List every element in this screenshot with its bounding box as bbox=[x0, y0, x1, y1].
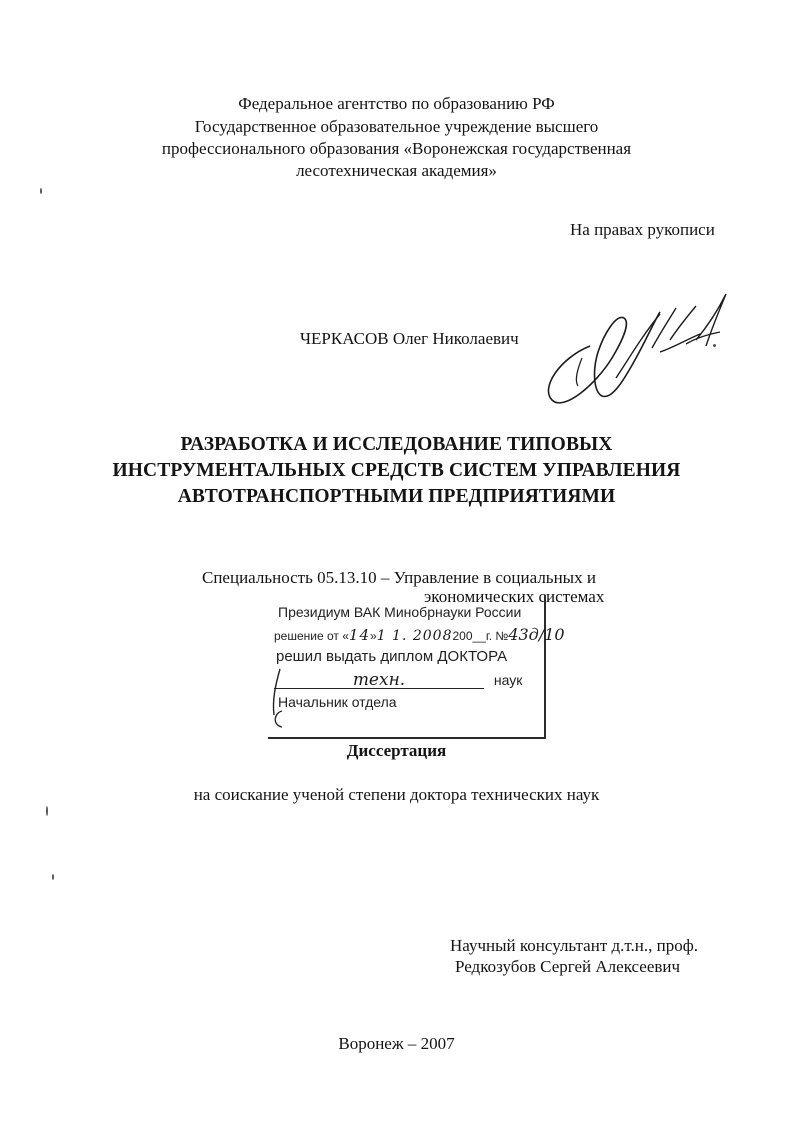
scan-speck bbox=[40, 188, 42, 194]
stamp-date-row bbox=[274, 627, 565, 644]
doc-type: Диссертация bbox=[346, 741, 447, 760]
title-line-1: РАЗРАБОТКА И ИССЛЕДОВАНИЕ ТИПОВЫХ bbox=[180, 434, 613, 455]
stamp-line-1: Президиум ВАК Минобрнауки России bbox=[278, 604, 522, 620]
stamp-date-mid: » bbox=[370, 629, 377, 643]
stamp-field-handwritten: техн. bbox=[352, 670, 406, 690]
title-line-2: ИНСТРУМЕНТАЛЬНЫХ СРЕДСТВ СИСТЕМ УПРАВЛЕНИЯ bbox=[112, 460, 681, 481]
advisor-line-2: Редкозубов Сергей Алексеевич bbox=[455, 957, 681, 976]
stamp-date-prefix: решение от « bbox=[274, 629, 349, 643]
scan-speck bbox=[52, 874, 54, 880]
stamp-line-3: решил выдать диплом ДОКТОРА bbox=[276, 648, 508, 665]
specialty-line-1: Специальность 05.13.10 – Управление в социальных и bbox=[202, 568, 596, 587]
stamp-line-5: Начальник отдела bbox=[278, 694, 397, 710]
stamp-year-suffix: 200__г. № bbox=[452, 629, 509, 643]
stamp-line-4-suffix: наук bbox=[493, 672, 523, 688]
rights-notice: На правах рукописи bbox=[570, 220, 715, 239]
institution-line-2: профессионального образования «Воронежская государственная bbox=[161, 139, 632, 158]
institution-line-3: лесотехническая академия» bbox=[296, 161, 497, 180]
degree-line: на соискание ученой степени доктора технических наук bbox=[193, 785, 600, 804]
specialty-line-2: экономических системах bbox=[424, 587, 605, 606]
stamp-day: 14 bbox=[348, 626, 370, 644]
footer-city-year: Воронеж – 2007 bbox=[338, 1034, 455, 1053]
stamp-handwriting-mark-icon bbox=[268, 655, 292, 735]
stamp-month-year: 1 1. 2008 bbox=[376, 628, 453, 644]
advisor-line-1: Научный консультант д.т.н., проф. bbox=[450, 936, 699, 955]
vak-stamp bbox=[268, 595, 565, 739]
scan-speck bbox=[46, 806, 48, 816]
stamp-number: 43д/10 bbox=[508, 625, 565, 644]
author-name: ЧЕРКАСОВ Олег Николаевич bbox=[300, 329, 519, 348]
title-line-3: АВТОТРАНСПОРТНЫМИ ПРЕДПРИЯТИЯМИ bbox=[177, 486, 616, 507]
institution-line-1: Государственное образовательное учреждение высшего bbox=[194, 117, 599, 136]
signature-icon bbox=[520, 288, 750, 418]
stamp-field-row bbox=[274, 672, 534, 689]
scan-speck bbox=[713, 344, 716, 347]
agency-line: Федеральное агентство по образованию РФ bbox=[238, 94, 555, 113]
